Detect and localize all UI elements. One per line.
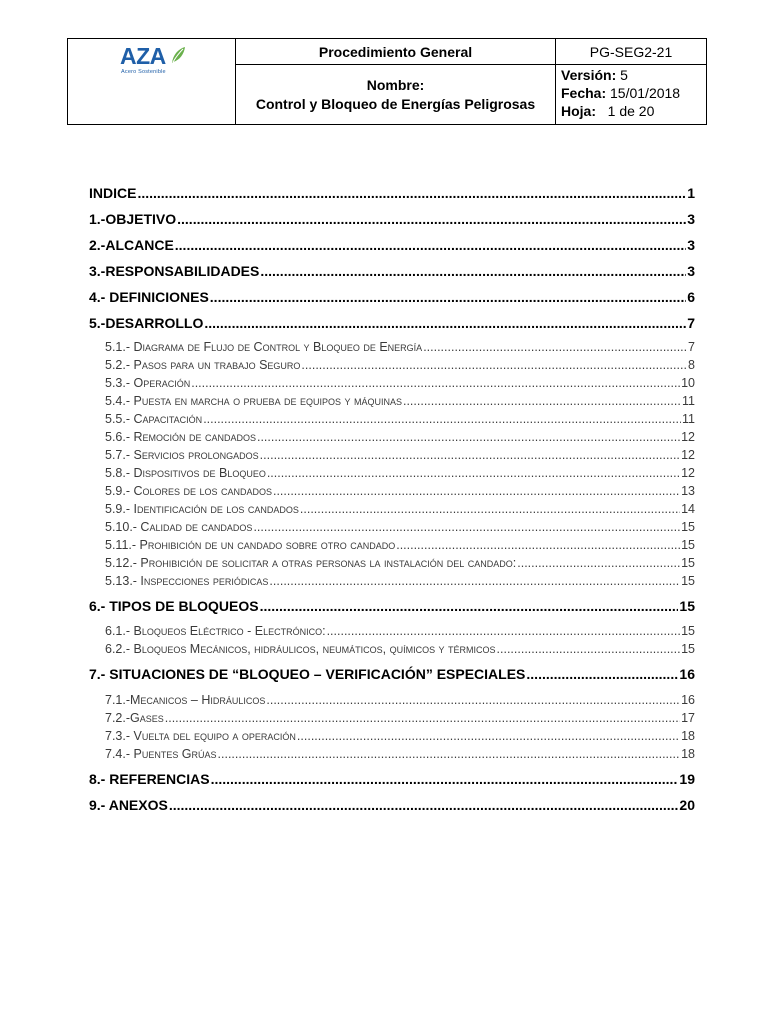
toc-entry[interactable] <box>89 598 695 614</box>
toc-entry[interactable] <box>105 556 695 570</box>
toc-leader-dots <box>273 484 680 498</box>
toc-entry-label: 5.9.- Colores de los candados <box>105 484 272 498</box>
toc-entry-page: 16 <box>679 666 695 682</box>
toc-entry-page: 3 <box>687 237 695 253</box>
toc-entry-page: 12 <box>681 466 695 480</box>
toc-entry-page: 13 <box>681 484 695 498</box>
toc-leader-dots <box>260 448 680 462</box>
procedure-name-cell <box>236 65 556 124</box>
toc-entry-page: 7 <box>688 340 695 354</box>
toc-leader-dots <box>204 315 686 331</box>
toc-entry-label: 5.6.- Remoción de candados <box>105 430 256 444</box>
toc-entry-label: 5.8.- Dispositivos de Bloqueo <box>105 466 266 480</box>
toc-entry[interactable] <box>89 797 695 813</box>
toc-entry-page: 15 <box>681 642 695 656</box>
document-meta <box>556 65 706 124</box>
toc-entry-page: 11 <box>682 394 695 408</box>
toc-leader-dots <box>260 598 679 614</box>
toc-entry[interactable] <box>105 502 695 516</box>
logo-text: AZA <box>120 43 166 69</box>
toc-entry[interactable] <box>105 711 695 725</box>
toc-entry[interactable] <box>105 430 695 444</box>
toc-entry-page: 8 <box>688 358 695 372</box>
toc-leader-dots <box>177 211 686 227</box>
toc-entry-label: 5.4.- Puesta en marcha o prueba de equipos y máquinas <box>105 394 402 408</box>
toc-leader-dots <box>203 412 681 426</box>
toc-leader-dots <box>497 642 681 656</box>
logo-subtitle: Acero Sostenible <box>121 69 166 75</box>
toc-entry-label: 7.1.-Mecanicos – Hidráulicos <box>105 693 266 707</box>
toc-entry-page: 7 <box>687 315 695 331</box>
date-label: Fecha: <box>561 85 607 101</box>
version-value: 5 <box>620 67 628 83</box>
document-header <box>67 38 707 125</box>
toc-entry-label: 5.1.- Diagrama de Flujo de Control y Bloqueo de Energía <box>105 340 423 354</box>
name-label: Nombre: <box>366 76 425 93</box>
sheet-value: 1 de 20 <box>607 103 655 119</box>
toc-entry[interactable] <box>89 237 695 253</box>
date-value: 15/01/2018 <box>610 85 681 101</box>
toc-entry-label: 7.2.-Gases <box>105 711 164 725</box>
toc-entry[interactable] <box>89 211 695 227</box>
toc-entry[interactable] <box>105 747 695 761</box>
toc-entry-label: 7.- SITUACIONES DE “BLOQUEO – VERIFICACIÓN” ESPECIALES <box>89 666 526 682</box>
toc-leader-dots <box>218 747 681 761</box>
toc-leader-dots <box>191 376 680 390</box>
toc-entry-label: 8.- REFERENCIAS <box>89 771 210 787</box>
toc-entry[interactable] <box>105 642 695 656</box>
toc-entry[interactable] <box>105 376 695 390</box>
version-line <box>561 66 706 84</box>
toc-entry[interactable] <box>89 771 695 787</box>
toc-entry[interactable] <box>105 574 695 588</box>
name-value: Control y Bloqueo de Energías Peligrosas <box>255 95 536 112</box>
toc-entry-page: 18 <box>681 729 695 743</box>
toc-entry-label: 1.-OBJETIVO <box>89 211 177 227</box>
sheet-line <box>561 102 706 120</box>
toc-entry-label: 5.-DESARROLLO <box>89 315 204 331</box>
toc-entry[interactable] <box>89 289 695 305</box>
toc-entry-label: INDICE <box>89 185 137 201</box>
toc-entry[interactable] <box>105 466 695 480</box>
procedure-type: Procedimiento General <box>236 39 556 65</box>
toc-leader-dots <box>266 693 680 707</box>
toc-entry[interactable] <box>89 185 695 201</box>
toc-entry-page: 3 <box>687 263 695 279</box>
toc-entry[interactable] <box>89 263 695 279</box>
toc-entry[interactable] <box>105 358 695 372</box>
toc-leader-dots <box>260 263 686 279</box>
toc-leader-dots <box>301 358 687 372</box>
toc-leader-dots <box>297 729 680 743</box>
toc-entry-page: 15 <box>679 598 695 614</box>
toc-entry[interactable] <box>105 340 695 354</box>
sheet-label: Hoja: <box>561 103 596 119</box>
toc-leader-dots <box>175 237 686 253</box>
version-label: Versión: <box>561 67 617 83</box>
toc-entry[interactable] <box>105 394 695 408</box>
toc-entry-label: 5.11.- Prohibición de un candado sobre otro candado <box>105 538 396 552</box>
toc-leader-dots <box>526 666 678 682</box>
company-logo <box>120 43 190 79</box>
toc-leader-dots <box>137 185 686 201</box>
logo-cell <box>68 39 236 124</box>
toc-entry-page: 16 <box>681 693 695 707</box>
toc-entry-page: 18 <box>681 747 695 761</box>
toc-entry-label: 5.3.- Operación <box>105 376 191 390</box>
toc-leader-dots <box>165 711 680 725</box>
toc-entry-page: 12 <box>681 430 695 444</box>
toc-entry[interactable] <box>105 624 695 638</box>
toc-leader-dots <box>423 340 687 354</box>
toc-entry-page: 15 <box>681 556 695 570</box>
toc-entry-page: 15 <box>681 538 695 552</box>
toc-entry-page: 14 <box>681 502 695 516</box>
toc-leader-dots <box>300 502 680 516</box>
toc-entry-label: 6.1.- Bloqueos Eléctrico - Electrónico: <box>105 624 326 638</box>
toc-entry-page: 19 <box>679 771 695 787</box>
toc-entry-label: 5.12.- Prohibición de solicitar a otras personas la instalación del candado: <box>105 556 517 570</box>
toc-entry[interactable] <box>105 448 695 462</box>
toc-entry-page: 10 <box>681 376 695 390</box>
toc-leader-dots <box>327 624 681 638</box>
toc-entry-label: 7.4.- Puentes Grúas <box>105 747 217 761</box>
toc-leader-dots <box>210 289 686 305</box>
toc-entry-label: 5.9.- Identificación de los candados <box>105 502 299 516</box>
toc-entry-page: 3 <box>687 211 695 227</box>
toc-entry[interactable] <box>105 538 695 552</box>
toc-entry[interactable] <box>89 315 695 331</box>
toc-entry-page: 17 <box>681 711 695 725</box>
toc-entry-label: 9.- ANEXOS <box>89 797 168 813</box>
leaf-icon <box>170 46 186 64</box>
date-line <box>561 84 706 102</box>
toc-entry[interactable] <box>89 666 695 682</box>
toc-entry-page: 1 <box>687 185 695 201</box>
toc-leader-dots <box>169 797 679 813</box>
toc-entry-label: 5.10.- Calidad de candados <box>105 520 253 534</box>
toc-entry-label: 2.-ALCANCE <box>89 237 174 253</box>
toc-entry-page: 12 <box>681 448 695 462</box>
toc-entry-page: 15 <box>681 624 695 638</box>
toc-entry-page: 11 <box>682 412 695 426</box>
toc-leader-dots <box>396 538 680 552</box>
toc-entry-page: 15 <box>681 574 695 588</box>
toc-entry[interactable] <box>105 484 695 498</box>
toc-entry[interactable] <box>105 520 695 534</box>
toc-leader-dots <box>211 771 679 787</box>
toc-entry-label: 5.5.- Capacitación <box>105 412 203 426</box>
toc-entry-page: 15 <box>681 520 695 534</box>
toc-leader-dots <box>253 520 680 534</box>
toc-entry-label: 5.7.- Servicios prolongados <box>105 448 259 462</box>
toc-leader-dots <box>269 574 680 588</box>
toc-entry-label: 7.3.- Vuelta del equipo a operación <box>105 729 296 743</box>
toc-entry-label: 5.2.- Pasos para un trabajo Seguro <box>105 358 301 372</box>
toc-entry-label: 6.- TIPOS DE BLOQUEOS <box>89 598 259 614</box>
toc-entry[interactable] <box>105 693 695 707</box>
toc-entry-label: 4.- DEFINICIONES <box>89 289 209 305</box>
toc-leader-dots <box>267 466 680 480</box>
toc-entry-label: 6.2.- Bloqueos Mecánicos, hidráulicos, neumáticos, químicos y térmicos <box>105 642 496 656</box>
toc-entry-label: 3.-RESPONSABILIDADES <box>89 263 260 279</box>
toc-entry-label: 5.13.- Inspecciones periódicas <box>105 574 269 588</box>
toc-entry[interactable] <box>105 412 695 426</box>
toc-leader-dots <box>257 430 680 444</box>
document-code: PG-SEG2-21 <box>556 39 706 65</box>
toc-entry[interactable] <box>105 729 695 743</box>
toc-entry-page: 20 <box>679 797 695 813</box>
toc-leader-dots <box>517 556 680 570</box>
toc-leader-dots <box>403 394 681 408</box>
toc-entry-page: 6 <box>687 289 695 305</box>
